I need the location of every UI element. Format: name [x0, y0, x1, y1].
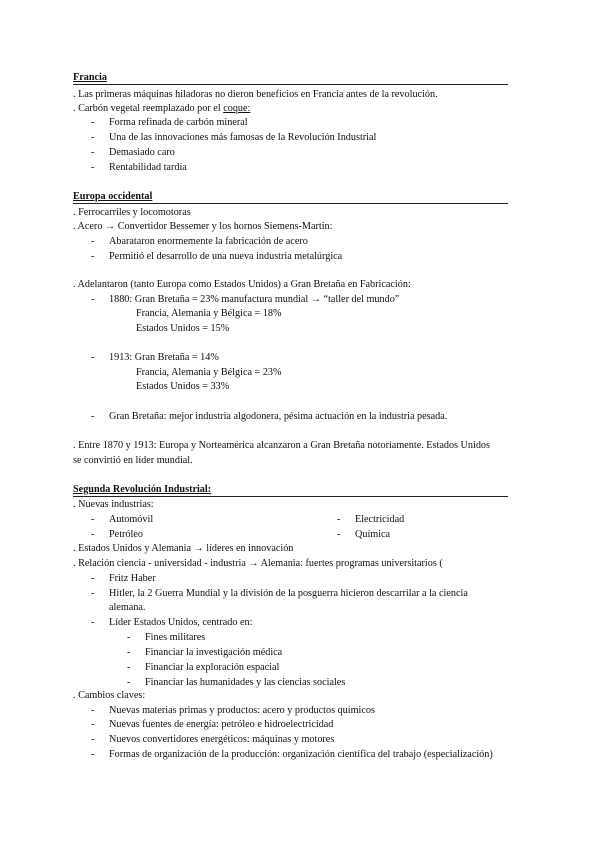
underlined-term: coque:: [223, 103, 251, 114]
sub-bullet-dash: -: [127, 662, 131, 673]
paragraph-line: . Cambios claves:: [73, 690, 146, 701]
sub-bullet-dash: -: [127, 647, 131, 658]
sub-line: Francia, Alemania y Bélgica = 23%: [136, 367, 282, 378]
bullet-dash: -: [337, 529, 341, 540]
sub-line: Estados Unidos = 15%: [136, 323, 230, 334]
bullet-item: Nuevas materias primas y productos: acero y productos químicos: [109, 705, 375, 716]
bullet-item: Fritz Haber: [109, 573, 156, 584]
paragraph-line: . Entre 1870 y 1913: Europa y Norteamérica alcanzaron a Gran Bretaña notoriamente. Estados Unidos: [73, 440, 490, 451]
bullet-item: Formas de organización de la producción: organización científica del trabajo (especialización): [109, 749, 493, 760]
paragraph-line: . Las primeras máquinas hiladoras no dieron beneficios en Francia antes de la revolución.: [73, 89, 438, 100]
bullet-item: Nuevas fuentes de energía: petróleo e hidroelectricidad: [109, 719, 334, 730]
bullet-dash: -: [91, 514, 95, 525]
bullet-dash: -: [91, 352, 95, 363]
bullet-dash: -: [91, 132, 95, 143]
bullet-dash: -: [91, 617, 95, 628]
bullet-item: Forma refinada de carbón mineral: [109, 117, 248, 128]
bullet-dash: -: [91, 251, 95, 262]
paragraph-line: . Acero → Convertidor Bessemer y los hornos Siemens-Martin:: [73, 221, 333, 232]
paragraph-line: . Nuevas industrias:: [73, 499, 154, 510]
sub-bullet-item: Fines militares: [145, 632, 206, 643]
paragraph-line: se convirtió en líder mundial.: [73, 455, 193, 466]
bullet-dash: -: [91, 734, 95, 745]
bullet-item: 1880: Gran Bretaña = 23% manufactura mundial → “taller del mundo”: [109, 294, 400, 305]
bullet-dash: -: [91, 529, 95, 540]
bullet-dash: -: [91, 117, 95, 128]
bullet-dash: -: [91, 294, 95, 305]
section-heading-francia: Francia: [73, 71, 508, 85]
industry-item: Química: [355, 529, 391, 540]
sub-bullet-item: Financiar las humanidades y las ciencias sociales: [145, 677, 346, 688]
bullet-item: 1913: Gran Bretaña = 14%: [109, 352, 219, 363]
industry-item: Petróleo: [109, 529, 143, 540]
bullet-dash: -: [91, 573, 95, 584]
bullet-dash: -: [337, 514, 341, 525]
bullet-item: Hitler, la 2 Guerra Mundial y la división de la posguerra hicieron descarrilar a la ciencia: [109, 588, 468, 599]
sub-bullet-item: Financiar la exploración espacial: [145, 662, 280, 673]
sub-line: Francia, Alemania y Bélgica = 18%: [136, 308, 282, 319]
sub-bullet-item: Financiar la investigación médica: [145, 647, 283, 658]
paragraph-line: . Estados Unidos y Alemania → líderes en innovación: [73, 543, 294, 554]
bullet-dash: -: [91, 749, 95, 760]
paragraph-line: . Relación ciencia - universidad - industria → Alemania: fuertes programas universitarios (: [73, 558, 443, 569]
paragraph-line: . Carbón vegetal reemplazado por el coque:: [73, 103, 251, 114]
sub-bullet-dash: -: [127, 632, 131, 643]
bullet-item: Rentabilidad tardía: [109, 162, 187, 173]
paragraph-line: . Adelantaron (tanto Europa como Estados Unidos) a Gran Bretaña en Fabricación:: [73, 279, 411, 290]
section-heading-europa: Europa occidental: [73, 190, 508, 204]
bullet-dash: -: [91, 705, 95, 716]
bullet-item: Nuevos convertidores energéticos: máquinas y motores: [109, 734, 335, 745]
bullet-dash: -: [91, 588, 95, 599]
sub-line: Estados Unidos = 33%: [136, 381, 230, 392]
sub-bullet-dash: -: [127, 677, 131, 688]
bullet-item: Una de las innovaciones más famosas de la Revolución Industrial: [109, 132, 377, 143]
industry-item: Automóvil: [109, 514, 154, 525]
bullet-item-continued: alemana.: [109, 602, 146, 613]
bullet-dash: -: [91, 236, 95, 247]
bullet-item: Demasiado caro: [109, 147, 175, 158]
bullet-dash: -: [91, 719, 95, 730]
bullet-dash: -: [91, 411, 95, 422]
bullet-item: Gran Bretaña: mejor industria algodonera, pésima actuación en la industria pesada.: [109, 411, 448, 422]
bullet-dash: -: [91, 162, 95, 173]
industry-item: Electricidad: [355, 514, 405, 525]
bullet-item: Abarataron enormemente la fabricación de acero: [109, 236, 308, 247]
paragraph-line: . Ferrocarriles y locomotoras: [73, 207, 191, 218]
section-heading-segunda: Segunda Revolución Industrial:: [73, 483, 508, 497]
bullet-dash: -: [91, 147, 95, 158]
bullet-item: Permitió el desarrollo de una nueva industria metalúrgica: [109, 251, 343, 262]
bullet-item: Líder Estados Unidos, centrado en:: [109, 617, 253, 628]
